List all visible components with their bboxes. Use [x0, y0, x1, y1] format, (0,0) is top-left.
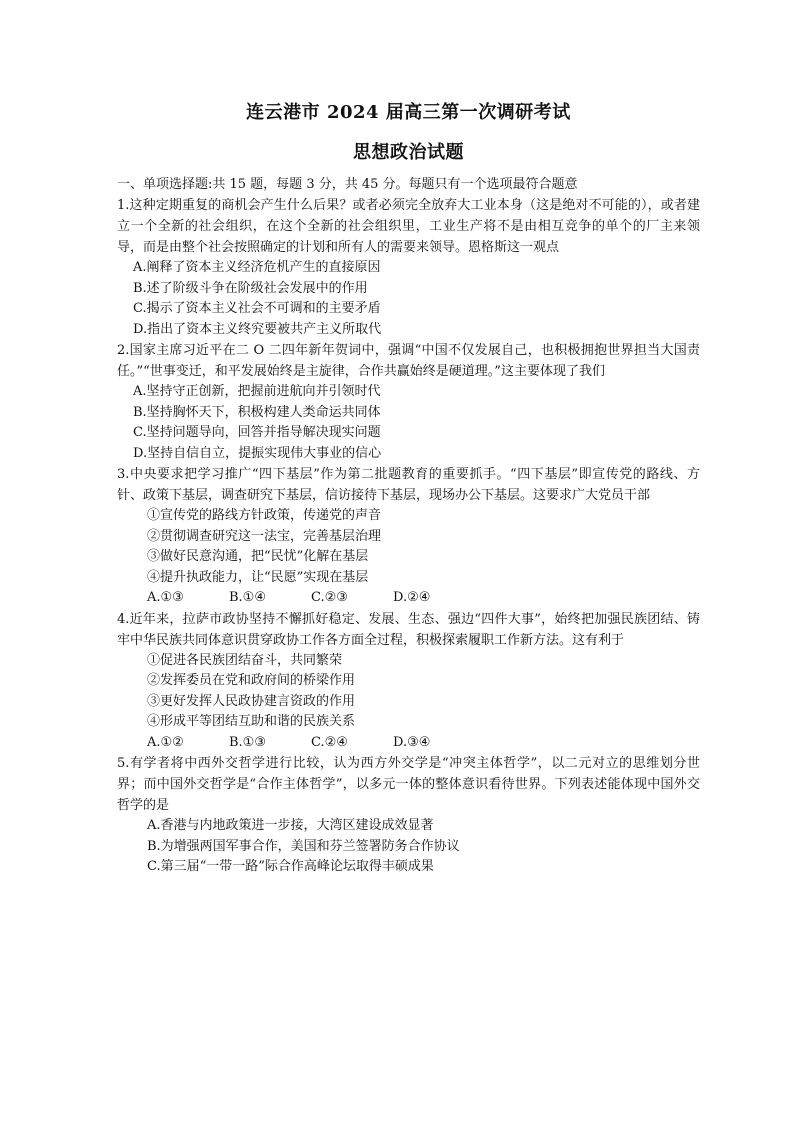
- choice-c: C.②③: [311, 590, 348, 605]
- option-a: A.香港与内地政策进一步接，大湾区建设成效显著: [147, 818, 434, 833]
- question-4: [117, 609, 700, 754]
- choice-c: C.②④: [311, 734, 348, 750]
- choice-b: B.①③: [229, 734, 266, 750]
- question-stem: 1.这种定期重复的商机会产生什么后果？或者必须完全放弃大工业本身（这是绝对不可能的），或者建立一个全新的社会组织，在这个全新的社会组织里，工业生产将不是由相互竞争的单个的厂主来领导，而是由整个社会按照确定的计划和所有人的需要来领导。恩格斯这一观点: [117, 198, 700, 255]
- statement-3: ③做好民意沟通，把“民忧”化解在基层: [147, 549, 369, 564]
- option-b: B.坚持胸怀天下，积极构建人类命运共同体: [133, 404, 381, 420]
- exam-title: 连云港市 2024 届高三第一次调研考试: [246, 102, 571, 123]
- option-a: A.坚持守正创新，把握前进航向并引领时代: [133, 384, 381, 399]
- section-heading: 一、单项选择题:共 15 题，每题 3 分，共 45 分。每题只有一个选项最符合题意: [117, 177, 578, 192]
- question-stem: 3.中央要求把学习推广“四下基层”作为第二批题教育的重要抓手。“四下基层”即宣传党的路线、方针、政策下基层，调查研究下基层，信访接待下基层，现场办公下基层。这要求广大党员干部: [117, 467, 700, 503]
- statement-2: ②贯彻调查研究这一法宝，完善基层治理: [147, 528, 382, 544]
- option-b: B.述了阶级斗争在阶级社会发展中的作用: [133, 280, 368, 296]
- choice-d: D.②④: [393, 590, 431, 605]
- option-a: A.阐释了资本主义经济危机产生的直接原因: [133, 260, 381, 275]
- question-3: [117, 464, 700, 609]
- question-stem: 4.近年来，拉萨市政协坚持不懈抓好稳定、发展、生态、强边“四件大事”，始终把加强民族团结、铸牢中华民族共同体意识贯穿政协工作各方面全过程，积极探索履职工作新方法。这有利于: [117, 611, 700, 648]
- statement-4: ④提升执政能力，让“民愿”实现在基层: [147, 569, 369, 585]
- option-c: C.第三届“一带一路”际合作高峰论坛取得丰硕成果: [147, 859, 434, 874]
- exam-subtitle: 思想政治试题: [353, 142, 464, 163]
- statement-1: ①宣传党的路线方针政策，传递党的声音: [147, 508, 382, 523]
- answer-choices: [117, 733, 700, 754]
- question-stem: 5.有学者将中西外交哲学进行比较，认为西方外交学是“冲突主体哲学”，以二元对立的思维划分世界；而中国外交哲学是“合作主体哲学”，以多元一体的整体意识看待世界。下列表述能体现中国外交哲学的是: [117, 756, 700, 813]
- question-2: [117, 340, 700, 464]
- option-c: C.坚持问题导向，回答并指导解决现实问题: [133, 425, 381, 440]
- choice-b: B.①④: [229, 590, 266, 605]
- option-b: B.为增强两国军事合作，美国和芬兰签署防务合作协议: [147, 838, 460, 854]
- statement-1: ①促进各民族团结奋斗，共同繁荣: [147, 652, 343, 668]
- statement-4: ④形成平等团结互助和谐的民族关系: [147, 714, 356, 729]
- statement-2: ②发挥委员在党和政府间的桥梁作用: [147, 673, 356, 688]
- option-d: D.指出了资本主义终究要被共产主义所取代: [133, 321, 382, 337]
- choice-a: A.①③: [147, 590, 184, 605]
- statement-3: ③更好发挥人民政协建言资政的作用: [147, 693, 356, 709]
- option-d: D.坚持自信自立，提振实现伟大事业的信心: [133, 445, 382, 461]
- question-1: [117, 195, 700, 340]
- option-c: C.揭示了资本主义社会不可调和的主要矛盾: [133, 301, 381, 316]
- question-5: [117, 753, 700, 878]
- answer-choices: [117, 588, 700, 609]
- choice-a: A.①②: [147, 734, 184, 750]
- choice-d: D.③④: [393, 734, 431, 750]
- question-stem: 2.国家主席习近平在二 O 二四年新年贺词中，强调“中国不仅发展自己，也积极拥抱世界担当大国责任。”“世事变迁，和平发展始终是主旋律，合作共赢始终是硬道理。”这主要体现了我们: [117, 343, 700, 379]
